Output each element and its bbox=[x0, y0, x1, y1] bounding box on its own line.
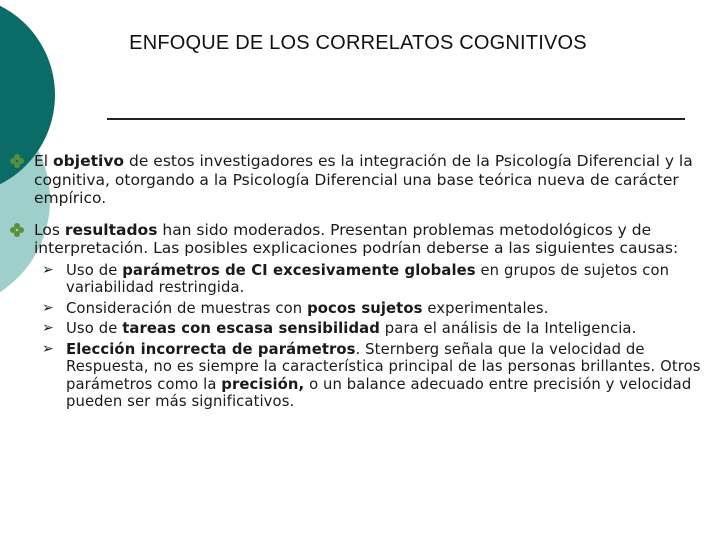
text-segment: . Sternberg señala que la velocidad de Respuesta, no es siempre la característica principal de las personas brillantes. Otros parámetros como la bbox=[66, 340, 701, 393]
bullet-list bbox=[10, 152, 712, 424]
title-underline-rule bbox=[107, 118, 685, 120]
bullet-item bbox=[10, 221, 712, 411]
text-segment: experimentales. bbox=[422, 299, 549, 317]
text-segment: El bbox=[34, 152, 54, 170]
text-segment: resultados bbox=[64, 220, 158, 239]
text-segment: en grupos de sujetos con variabilidad restringida. bbox=[66, 261, 670, 296]
text-segment: Consideración de muestras con bbox=[66, 299, 308, 317]
text-segment: han sido moderados. Presentan problemas metodológicos y de interpretación. Las posibles explicaciones podrían deberse a las siguientes causas: bbox=[34, 220, 679, 257]
text-segment: Uso de bbox=[66, 320, 123, 337]
text-segment: Uso de bbox=[66, 261, 123, 279]
text-segment: tareas con escasa sensibilidad bbox=[122, 320, 380, 337]
sub-bullet-item bbox=[34, 320, 712, 338]
text-segment: para el análisis de la Inteligencia. bbox=[379, 320, 637, 337]
bullet-item bbox=[10, 152, 712, 208]
arrow-bullet-icon: ➢ bbox=[42, 261, 54, 278]
text-segment: parámetros de CI excesivamente globales bbox=[122, 261, 476, 279]
text-segment: Los bbox=[34, 220, 65, 239]
text-segment: o un balance adecuado entre precisión y velocidad pueden ser más significativos. bbox=[66, 375, 692, 410]
text-segment: pocos sujetos bbox=[307, 299, 423, 317]
text-segment: de estos investigadores es la integración de la Psicología Diferencial y la cognitiva, otorgando a la Psicología Diferencial una base teórica nueva de carácter empírico. bbox=[34, 152, 693, 207]
clover-bullet-icon bbox=[10, 153, 24, 169]
sub-bullet-item bbox=[34, 341, 712, 411]
sub-bullet-item bbox=[34, 300, 712, 318]
sub-bullet-list bbox=[34, 262, 712, 411]
arrow-bullet-icon: ➢ bbox=[42, 340, 54, 357]
arrow-bullet-icon: ➢ bbox=[42, 320, 54, 336]
clover-bullet-icon bbox=[10, 222, 24, 238]
text-segment: objetivo bbox=[53, 152, 125, 170]
text-segment: Elección incorrecta de parámetros bbox=[66, 340, 356, 358]
slide-title: ENFOQUE DE LOS CORRELATOS COGNITIVOS bbox=[129, 32, 587, 54]
text-segment: precisión, bbox=[221, 375, 305, 393]
arrow-bullet-icon: ➢ bbox=[42, 299, 54, 316]
sub-bullet-item bbox=[34, 262, 712, 297]
